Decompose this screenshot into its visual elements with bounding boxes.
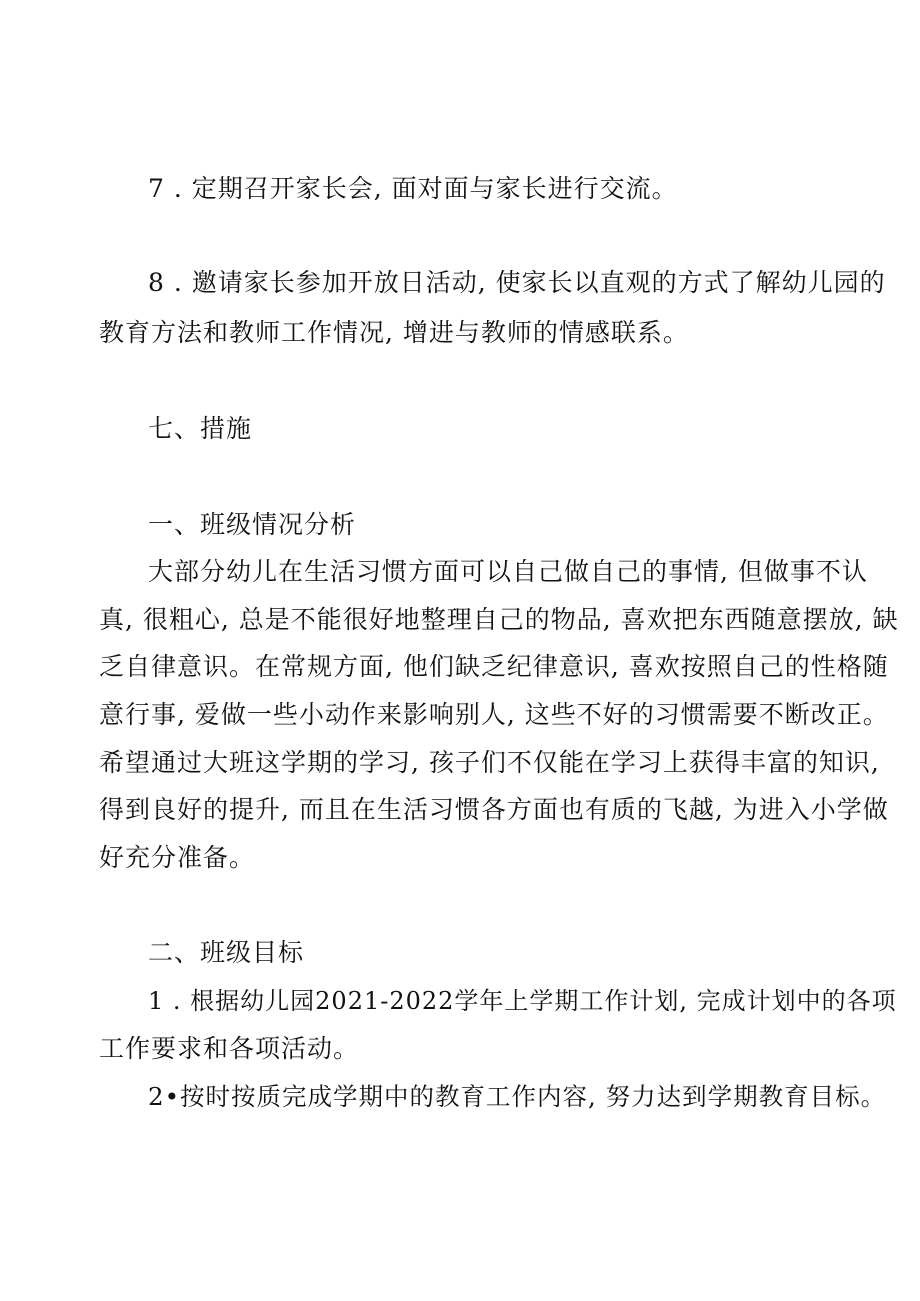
analysis-paragraph-line: 好充分准备。: [99, 843, 256, 872]
goal-item-1-line-1: 1 . 根据幼儿园2021-2022学年上学期工作计划, 完成计划中的各项: [148, 987, 897, 1015]
analysis-paragraph-line: 得到良好的提升, 而且在生活习惯各方面也有质的飞越, 为进入小学做: [99, 795, 889, 824]
list-item-7: 7 . 定期召开家长会, 面对面与家长进行交流。: [148, 174, 678, 203]
goal-item-1-line-2: 工作要求和各项活动。: [99, 1034, 360, 1063]
list-item-8-line-1: 8 . 邀请家长参加开放日活动, 使家长以直观的方式了解幼儿园的: [148, 268, 886, 297]
analysis-paragraph-line: 意行事, 爱做一些小动作来影响别人, 这些不好的习惯需要不断改正。: [99, 700, 889, 729]
analysis-paragraph-line: 真, 很粗心, 总是不能很好地整理自己的物品, 喜欢把东西随意摆放, 缺: [99, 605, 899, 634]
analysis-paragraph-line: 大部分幼儿在生活习惯方面可以自己做自己的事情, 但做事不认: [148, 557, 868, 586]
list-item-8-line-2: 教育方法和教师工作情况, 增进与教师的情感联系。: [99, 318, 689, 347]
section-heading-class-analysis: 一、班级情况分析: [148, 510, 357, 539]
analysis-paragraph-line: 乏自律意识。在常规方面, 他们缺乏纪律意识, 喜欢按照自己的性格随: [99, 652, 889, 681]
goal-item-2: 2•按时按质完成学期中的教育工作内容, 努力达到学期教育目标。: [148, 1082, 887, 1111]
section-heading-class-goals: 二、班级目标: [148, 938, 305, 967]
section-heading-measures: 七、措施: [148, 414, 253, 443]
analysis-paragraph-line: 希望通过大班这学期的学习, 孩子们不仅能在学习上获得丰富的知识,: [99, 748, 880, 777]
